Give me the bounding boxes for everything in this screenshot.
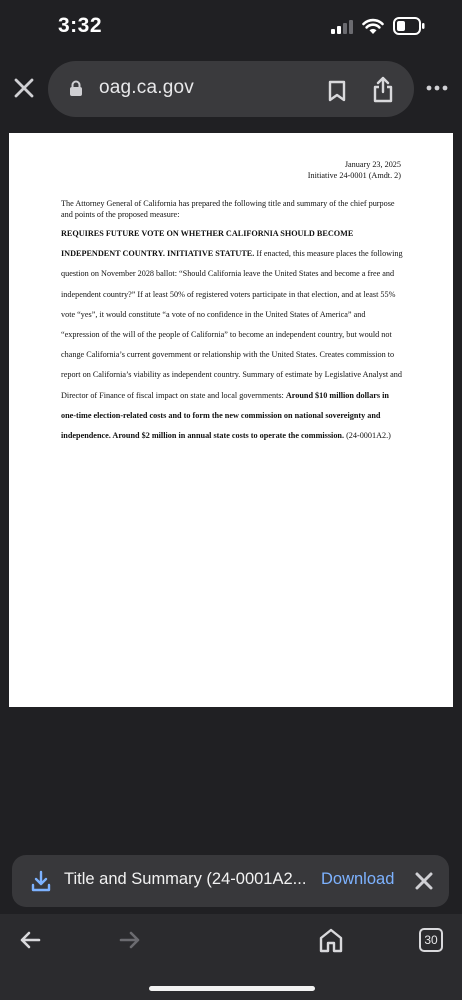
lock-icon [69, 80, 83, 97]
status-time: 3:32 [58, 14, 103, 37]
document-header [308, 159, 401, 181]
home-indicator [149, 986, 315, 991]
document-intro: The Attorney General of California has prepared the following title and summary of the chief purpose and points of the proposed measure: [61, 199, 395, 219]
measure-title: REQUIRES FUTURE VOTE ON WHETHER CALIFORNIA SHOULD BECOME INDEPENDENT COUNTRY. INITIATIVE STATUTE. [61, 229, 354, 259]
fiscal-impact: Around $10 million dollars in one-time election-related costs and to form the new commission on national sovereignty and independence. Around $2 million in annual state costs to operate the commission. [61, 390, 389, 441]
download-icon [31, 870, 51, 892]
cellular-signal-icon [331, 20, 355, 34]
document-date: January 23, 2025 [344, 160, 401, 169]
more-options-icon[interactable] [426, 84, 448, 92]
home-icon[interactable] [318, 927, 344, 953]
download-filename: Title and Summary (24-0001A2... [64, 870, 307, 888]
close-icon[interactable] [12, 76, 36, 100]
browser-toolbar [0, 56, 462, 124]
download-button[interactable]: Download [321, 870, 395, 888]
back-arrow-icon[interactable] [19, 930, 41, 950]
tab-switcher-button[interactable]: 30 [419, 928, 443, 952]
document-body [61, 224, 404, 446]
measure-reference: (24-0001A2.) [344, 431, 391, 441]
battery-icon [393, 17, 425, 35]
bottom-navigation [0, 914, 462, 1000]
measure-summary: If enacted, this measure places the following question on November 2028 ballot: “Should California leave the United States and become a free and independent country?” If at least 50% of registered voters participate in that election, and at least 55% vote “yes”, it would constitute “a vote of no confidence in the United States of America” and “expression of the will of the people of California” to become an independent country, but would not change California’s current government or relationship with the United States. Creates commission to report on California’s viability as independent country. Summary of estimate by Legislative Analyst and Director of Finance of fiscal impact on state and local governments: [61, 249, 403, 400]
download-bar [12, 855, 449, 907]
address-bar[interactable] [48, 61, 414, 117]
wifi-icon [362, 17, 384, 35]
share-icon[interactable] [372, 76, 394, 103]
pdf-page [9, 133, 453, 707]
forward-arrow-icon[interactable] [119, 930, 141, 950]
status-bar [0, 0, 462, 56]
url-text: oag.ca.gov [99, 77, 194, 98]
close-icon[interactable] [415, 872, 433, 890]
bookmark-icon[interactable] [328, 80, 346, 102]
initiative-number: Initiative 24-0001 (Amdt. 2) [307, 171, 401, 180]
